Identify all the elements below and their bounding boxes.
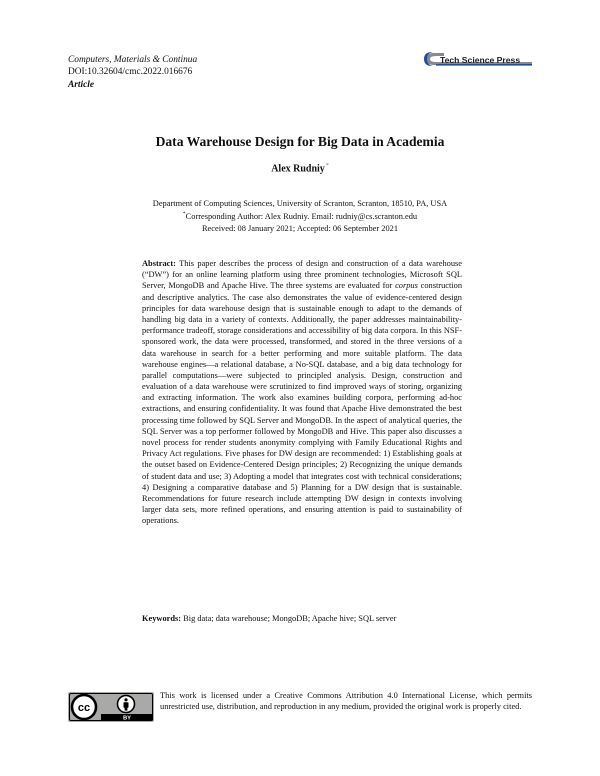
corresponding-author — [0, 209, 600, 222]
abstract-label: Abstract: — [142, 259, 176, 268]
cc-badge-text: cc — [77, 702, 91, 714]
journal-header — [68, 54, 197, 91]
corresponding-mark: * — [182, 211, 186, 218]
affiliation: Department of Computing Sciences, University of Scranton, Scranton, 18510, PA, USA — [152, 199, 448, 208]
by-badge-text: BY — [122, 715, 132, 722]
journal-name: Computers, Materials & Continua — [68, 55, 198, 65]
corresponding-text: Corresponding Author: Alex Rudniy. Email: rudniy@cs.scranton.edu — [185, 212, 418, 222]
keywords — [142, 614, 472, 623]
keywords-text: Big data; data warehouse; MongoDB; Apache hive; SQL server — [181, 614, 397, 623]
abstract-text-part2: construction and descriptive analytics. The case also demonstrates the value of evidence-centered design principles for data warehouse design that is sustainable enough to adapt to the demands of handling big data in a variety of contexts. Additionally, the paper addresses maintainability-performance tradeoff, storage considerations and accessibility of big data corpora. In this NSF-sponsored work, the data were processed, transformed, and stored in the three versions of a data warehouse in search for a better performing and more suitable platform. The data warehouse engines—a relational database, a No-SQL database, and a big data technology for parallel computations—were subjected to principled analysis. Design, construction and evaluation of a data warehouse were scrutinized to find improved ways of storing, organizing and extracting information. The work also examines building corpora, performing ad-hoc extractions, and ensuring confidentiality. It was found that Apache Hive demonstrated the best processing time followed by SQL Server and MongoDB. In the aspect of analytical queries, the SQL Server was a top performer followed by MongoDB and Hive. This paper also discusses a novel process for render students anonymity complying with Family Educational Rights and Privacy Act regulations. Five phases for DW design are recommended: 1) Establishing goals at the outset based on Evidence-Centered Design principles; 2) Recognizing the unique demands of student data and use; 3) Adopting a model that integrates cost with technical considerations; 4) Designing a comparative database and 5) Planning for a DW design that is sustainable. Recommendations for future research include attempting DW design in contexts involving larger data sets, more refined operations, and ensuring attention is paid to sustainability of operations. — [142, 281, 463, 526]
author-mark: * — [325, 163, 329, 169]
keywords-label: Keywords: — [142, 614, 182, 623]
license-text: This work is licensed under a Creative Commons Attribution 4.0 International License, which permits unrestricted use, distribution, and reproduction in any medium, provided the original work is properly cited. — [160, 691, 532, 712]
author-name: Alex Rudniy — [271, 163, 325, 175]
abstract-emphasis: corpus — [395, 281, 418, 291]
article-type: Article — [68, 79, 95, 90]
cc-by-license-icon — [68, 692, 154, 722]
paper-title: Data Warehouse Design for Big Data in Academia — [155, 134, 445, 149]
abstract — [142, 258, 462, 527]
received-accepted-dates: Received: 08 January 2021; Accepted: 06 September 2021 — [201, 223, 399, 233]
abstract-text-part1: This paper describes the process of design and construction of a data warehouse (“DW”) for an online learning platform using three prominent technologies, Microsoft SQL Server, MongoDB and Apache Hive. The three systems are evaluated for — [142, 259, 462, 291]
affiliation-block — [0, 198, 600, 234]
publisher-name: Tech Science Press — [440, 55, 521, 65]
doi: DOI:10.32604/cmc.2022.016676 — [68, 67, 193, 78]
author-line — [0, 163, 600, 174]
